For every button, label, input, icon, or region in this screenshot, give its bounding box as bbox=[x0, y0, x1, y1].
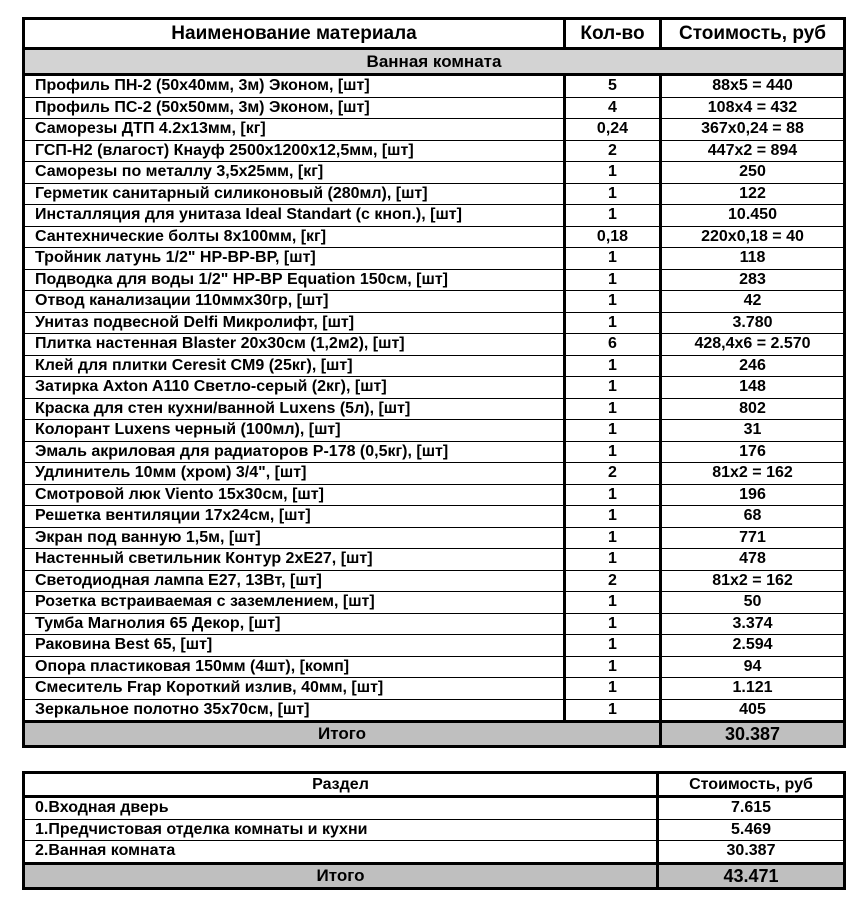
material-quantity: 1 bbox=[565, 527, 661, 549]
table-row bbox=[24, 398, 845, 420]
material-quantity: 1 bbox=[565, 248, 661, 270]
material-name: Розетка встраиваемая с заземлением, [шт] bbox=[24, 592, 565, 614]
material-cost: 428,4х6 = 2.570 bbox=[661, 334, 845, 356]
material-quantity: 1 bbox=[565, 441, 661, 463]
table-row bbox=[24, 97, 845, 119]
material-quantity: 1 bbox=[565, 549, 661, 571]
material-cost: 94 bbox=[661, 656, 845, 678]
summary-row bbox=[24, 797, 845, 820]
section-row bbox=[24, 49, 845, 75]
table-row bbox=[24, 377, 845, 399]
material-name: Затирка Axton A110 Светло-серый (2кг), [шт] bbox=[24, 377, 565, 399]
total-label: Итого bbox=[24, 722, 661, 747]
material-name: ГСП-Н2 (влагост) Кнауф 2500х1200х12,5мм, [шт] bbox=[24, 140, 565, 162]
header-quantity: Кол-во bbox=[565, 19, 661, 49]
summary-row bbox=[24, 819, 845, 841]
material-quantity: 1 bbox=[565, 699, 661, 722]
material-name: Профиль ПН-2 (50х40мм, 3м) Эконом, [шт] bbox=[24, 75, 565, 98]
materials-header-row bbox=[24, 19, 845, 49]
material-cost: 405 bbox=[661, 699, 845, 722]
material-name: Удлинитель 10мм (хром) 3/4", [шт] bbox=[24, 463, 565, 485]
material-quantity: 1 bbox=[565, 420, 661, 442]
material-name: Раковина Best 65, [шт] bbox=[24, 635, 565, 657]
material-cost: 367х0,24 = 88 bbox=[661, 119, 845, 141]
summary-header-row bbox=[24, 773, 845, 797]
table-row bbox=[24, 635, 845, 657]
summary-section-cost: 30.387 bbox=[658, 841, 845, 864]
material-quantity: 1 bbox=[565, 162, 661, 184]
material-cost: 81х2 = 162 bbox=[661, 570, 845, 592]
summary-section-name: 2.Ванная комната bbox=[24, 841, 658, 864]
summary-row bbox=[24, 841, 845, 864]
table-row bbox=[24, 484, 845, 506]
material-cost: 283 bbox=[661, 269, 845, 291]
table-row bbox=[24, 291, 845, 313]
material-name: Зеркальное полотно 35х70см, [шт] bbox=[24, 699, 565, 722]
material-name: Смотровой люк Viento 15х30см, [шт] bbox=[24, 484, 565, 506]
material-cost: 122 bbox=[661, 183, 845, 205]
material-name: Профиль ПС-2 (50х50мм, 3м) Эконом, [шт] bbox=[24, 97, 565, 119]
material-cost: 802 bbox=[661, 398, 845, 420]
material-quantity: 1 bbox=[565, 205, 661, 227]
material-cost: 148 bbox=[661, 377, 845, 399]
material-name: Клей для плитки Ceresit CM9 (25кг), [шт] bbox=[24, 355, 565, 377]
table-row bbox=[24, 140, 845, 162]
material-name: Инсталляция для унитаза Ideal Standart (с кноп.), [шт] bbox=[24, 205, 565, 227]
material-name: Настенный светильник Контур 2хЕ27, [шт] bbox=[24, 549, 565, 571]
material-cost: 10.450 bbox=[661, 205, 845, 227]
table-row bbox=[24, 183, 845, 205]
material-quantity: 1 bbox=[565, 183, 661, 205]
material-cost: 1.121 bbox=[661, 678, 845, 700]
material-name: Светодиодная лампа Е27, 13Вт, [шт] bbox=[24, 570, 565, 592]
material-name: Тумба Магнолия 65 Декор, [шт] bbox=[24, 613, 565, 635]
material-quantity: 1 bbox=[565, 484, 661, 506]
material-quantity: 2 bbox=[565, 463, 661, 485]
summary-section-name: 0.Входная дверь bbox=[24, 797, 658, 820]
material-cost: 31 bbox=[661, 420, 845, 442]
material-cost: 250 bbox=[661, 162, 845, 184]
material-name: Сантехнические болты 8х100мм, [кг] bbox=[24, 226, 565, 248]
material-quantity: 1 bbox=[565, 592, 661, 614]
material-name: Краска для стен кухни/ванной Luxens (5л), [шт] bbox=[24, 398, 565, 420]
material-cost: 108х4 = 432 bbox=[661, 97, 845, 119]
material-quantity: 6 bbox=[565, 334, 661, 356]
summary-total-label: Итого bbox=[24, 863, 658, 888]
material-quantity: 1 bbox=[565, 506, 661, 528]
summary-section-cost: 5.469 bbox=[658, 819, 845, 841]
total-row bbox=[24, 722, 845, 747]
material-quantity: 1 bbox=[565, 656, 661, 678]
table-row bbox=[24, 549, 845, 571]
material-name: Отвод канализации 110ммх30гр, [шт] bbox=[24, 291, 565, 313]
table-row bbox=[24, 699, 845, 722]
total-value: 30.387 bbox=[661, 722, 845, 747]
material-quantity: 2 bbox=[565, 140, 661, 162]
material-quantity: 1 bbox=[565, 291, 661, 313]
material-cost: 118 bbox=[661, 248, 845, 270]
material-cost: 3.780 bbox=[661, 312, 845, 334]
material-name: Саморезы по металлу 3,5х25мм, [кг] bbox=[24, 162, 565, 184]
material-name: Саморезы ДТП 4.2х13мм, [кг] bbox=[24, 119, 565, 141]
table-row bbox=[24, 269, 845, 291]
material-cost: 447х2 = 894 bbox=[661, 140, 845, 162]
summary-section-cost: 7.615 bbox=[658, 797, 845, 820]
material-cost: 42 bbox=[661, 291, 845, 313]
material-quantity: 5 bbox=[565, 75, 661, 98]
material-name: Тройник латунь 1/2" НР-ВР-ВР, [шт] bbox=[24, 248, 565, 270]
table-row bbox=[24, 248, 845, 270]
material-quantity: 0,18 bbox=[565, 226, 661, 248]
table-row bbox=[24, 334, 845, 356]
material-quantity: 1 bbox=[565, 613, 661, 635]
material-quantity: 1 bbox=[565, 312, 661, 334]
section-title: Ванная комната bbox=[24, 49, 845, 75]
material-name: Подводка для воды 1/2" НР-ВР Equation 150см, [шт] bbox=[24, 269, 565, 291]
material-cost: 50 bbox=[661, 592, 845, 614]
table-row bbox=[24, 162, 845, 184]
table-row bbox=[24, 463, 845, 485]
table-row bbox=[24, 527, 845, 549]
material-cost: 3.374 bbox=[661, 613, 845, 635]
material-cost: 478 bbox=[661, 549, 845, 571]
material-name: Эмаль акриловая для радиаторов Р-178 (0,5кг), [шт] bbox=[24, 441, 565, 463]
table-row bbox=[24, 205, 845, 227]
material-name: Плитка настенная Blaster 20х30см (1,2м2), [шт] bbox=[24, 334, 565, 356]
table-row bbox=[24, 312, 845, 334]
summary-total-value: 43.471 bbox=[658, 863, 845, 888]
table-row bbox=[24, 570, 845, 592]
material-quantity: 1 bbox=[565, 635, 661, 657]
summary-header-section: Раздел bbox=[24, 773, 658, 797]
table-row bbox=[24, 420, 845, 442]
material-name: Колорант Luxens черный (100мл), [шт] bbox=[24, 420, 565, 442]
table-row bbox=[24, 226, 845, 248]
table-row bbox=[24, 355, 845, 377]
table-row bbox=[24, 75, 845, 98]
material-quantity: 1 bbox=[565, 269, 661, 291]
material-quantity: 0,24 bbox=[565, 119, 661, 141]
materials-table bbox=[22, 17, 846, 748]
material-quantity: 1 bbox=[565, 377, 661, 399]
table-row bbox=[24, 506, 845, 528]
summary-table bbox=[22, 771, 846, 890]
material-cost: 246 bbox=[661, 355, 845, 377]
material-name: Унитаз подвесной Delfi Микролифт, [шт] bbox=[24, 312, 565, 334]
material-cost: 88х5 = 440 bbox=[661, 75, 845, 98]
material-quantity: 2 bbox=[565, 570, 661, 592]
material-name: Экран под ванную 1,5м, [шт] bbox=[24, 527, 565, 549]
summary-total-row bbox=[24, 863, 845, 888]
table-row bbox=[24, 119, 845, 141]
summary-header-cost: Стоимость, руб bbox=[658, 773, 845, 797]
material-quantity: 1 bbox=[565, 355, 661, 377]
material-cost: 81х2 = 162 bbox=[661, 463, 845, 485]
material-name: Решетка вентиляции 17х24см, [шт] bbox=[24, 506, 565, 528]
table-row bbox=[24, 441, 845, 463]
material-cost: 220х0,18 = 40 bbox=[661, 226, 845, 248]
material-cost: 196 bbox=[661, 484, 845, 506]
material-name: Опора пластиковая 150мм (4шт), [комп] bbox=[24, 656, 565, 678]
material-cost: 176 bbox=[661, 441, 845, 463]
material-quantity: 1 bbox=[565, 678, 661, 700]
header-cost: Стоимость, руб bbox=[661, 19, 845, 49]
table-row bbox=[24, 678, 845, 700]
material-quantity: 1 bbox=[565, 398, 661, 420]
table-row bbox=[24, 613, 845, 635]
material-name: Герметик санитарный силиконовый (280мл), [шт] bbox=[24, 183, 565, 205]
material-cost: 2.594 bbox=[661, 635, 845, 657]
table-row bbox=[24, 656, 845, 678]
table-row bbox=[24, 592, 845, 614]
material-cost: 68 bbox=[661, 506, 845, 528]
material-quantity: 4 bbox=[565, 97, 661, 119]
material-cost: 771 bbox=[661, 527, 845, 549]
summary-section-name: 1.Предчистовая отделка комнаты и кухни bbox=[24, 819, 658, 841]
material-name: Смеситель Frap Короткий излив, 40мм, [шт] bbox=[24, 678, 565, 700]
header-material-name: Наименование материала bbox=[24, 19, 565, 49]
